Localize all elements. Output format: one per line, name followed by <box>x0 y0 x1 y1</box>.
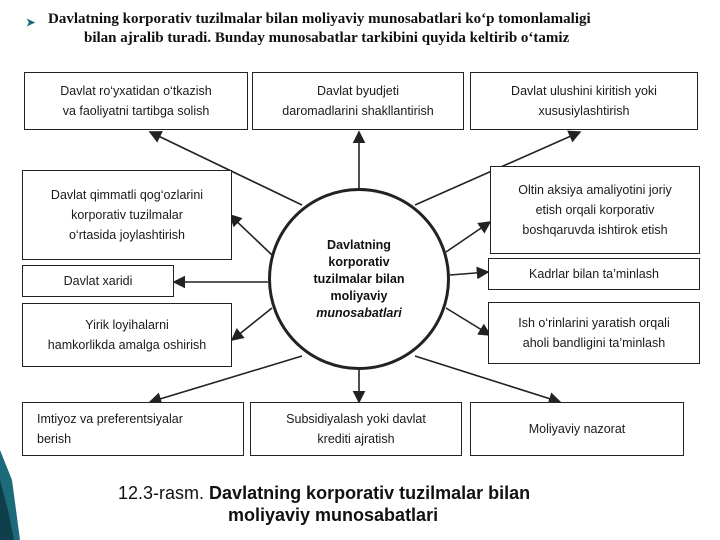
box-text: Kadrlar bilan ta’minlash <box>529 267 659 281</box>
box-subsidies <box>250 402 462 456</box>
arrow-right-1 <box>446 222 490 252</box>
box-text: Moliyaviy nazorat <box>528 422 626 436</box>
box-text: korporativ tuzilmalar <box>71 208 183 222</box>
center-text: tuzilmalar bilan <box>313 271 405 286</box>
arrow-left-1 <box>230 215 272 255</box>
box-text: Subsidiyalash yoki davlat <box>286 412 426 426</box>
box-text: Ish o‘rinlarini yaratish orqali <box>518 316 670 330</box>
box-text: o‘rtasida joylashtirish <box>68 228 186 242</box>
box-text: Davlat byudjeti <box>317 84 399 98</box>
box-text: daromadlarini shakllantirish <box>282 104 434 118</box>
box-golden-share <box>490 166 700 254</box>
slide-corner-decoration <box>0 450 20 540</box>
center-text: moliyaviy <box>330 288 388 303</box>
title-line-1: Davlatning korporativ tuzilmalar bilan moliyaviy munosabatlari ko‘p tomonlamaligi <box>48 11 591 27</box>
box-budget-revenue <box>252 72 464 130</box>
arrow-right-3 <box>446 308 490 335</box>
arrow-left-3 <box>232 308 272 340</box>
center-text: korporativ <box>328 254 390 269</box>
box-text: Oltin aksiya amaliyotini joriy <box>518 183 672 197</box>
box-employment <box>488 302 700 364</box>
box-text: Davlat qimmatli qog‘ozlarini <box>50 188 204 202</box>
center-text: munosabatlari <box>316 305 402 320</box>
box-text: Davlat ro‘yxatidan o‘tkazish <box>60 84 212 98</box>
box-joint-projects <box>22 303 232 367</box>
caption-number: 12.3-rasm. <box>118 483 205 503</box>
box-text: boshqaruvda ishtirok etish <box>522 223 668 237</box>
box-financial-control <box>470 402 684 456</box>
box-securities <box>22 170 232 260</box>
bullet-arrow-icon: ➤ <box>26 17 36 29</box>
arrow-right-2 <box>450 272 488 275</box>
box-procurement <box>22 265 174 297</box>
box-registration <box>24 72 248 130</box>
box-privileges <box>22 402 244 456</box>
figure-caption <box>118 482 530 526</box>
box-text: Davlat xaridi <box>63 274 133 288</box>
caption-line-1: Davlatning korporativ tuzilmalar bilan <box>209 483 531 503</box>
box-text: Yirik loyihalarni <box>85 318 169 332</box>
caption-line-2: moliyaviy munosabatlari <box>228 505 439 525</box>
central-concept-circle <box>268 188 450 370</box>
box-personnel <box>488 258 700 290</box>
box-text: hamkorlikda amalga oshirish <box>47 338 207 352</box>
box-state-share <box>470 72 698 130</box>
center-text: Davlatning <box>327 237 391 252</box>
box-text: xususiylashtirish <box>538 104 630 118</box>
box-text: va faoliyatni tartibga solish <box>62 104 210 118</box>
title-line-2: bilan ajralib turadi. Bunday munosabatlar tarkibini quyida keltirib o‘tamiz <box>84 30 570 46</box>
box-text: Imtiyoz va preferentsiyalar <box>37 412 183 426</box>
box-text: etish orqali korporativ <box>535 203 655 217</box>
box-text: aholi bandligini ta’minlash <box>522 336 666 350</box>
box-text: berish <box>37 432 72 446</box>
box-text: krediti ajratish <box>317 432 395 446</box>
box-text: Davlat ulushini kiritish yoki <box>511 84 657 98</box>
